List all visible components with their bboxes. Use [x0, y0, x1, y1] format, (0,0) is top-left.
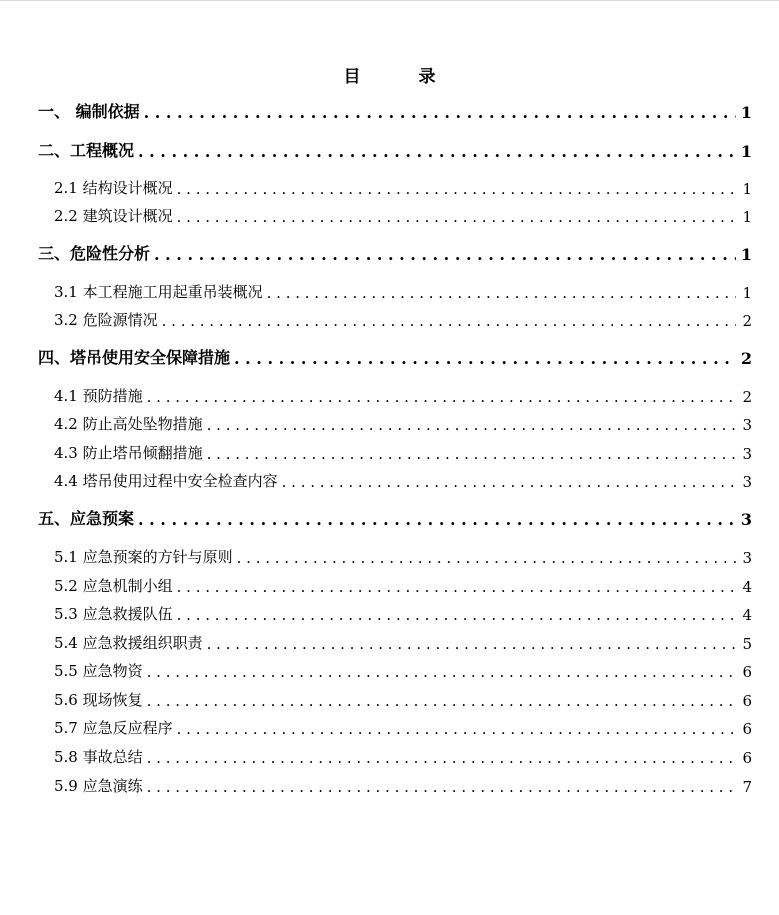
toc-entry-5-5[interactable]: [38, 660, 752, 681]
toc-entry-page: 1: [740, 142, 752, 161]
toc-entry-5-7[interactable]: [38, 717, 752, 738]
toc-entry-page: 3: [742, 473, 752, 491]
toc-entry-5[interactable]: [38, 507, 752, 529]
dot-leader: [234, 349, 736, 368]
toc-entry-label: 2.1 结构设计概况: [54, 179, 173, 197]
toc-entry-label: 5.6 现场恢复: [54, 691, 143, 709]
toc-entry-label: 四、塔吊使用安全保障措施: [38, 348, 231, 367]
toc-entry-label: 二、工程概况: [38, 141, 135, 160]
toc-entry-page: 4: [742, 606, 752, 624]
toc-entry-page: 2: [742, 388, 752, 406]
toc-entry-3-2[interactable]: [38, 309, 752, 330]
toc-entry-page: 6: [742, 749, 752, 767]
dot-leader: [147, 388, 736, 406]
dot-leader: [177, 720, 736, 738]
toc-entry-page: 1: [742, 284, 752, 302]
toc-entry-page: 6: [742, 663, 752, 681]
toc-entry-5-2[interactable]: [38, 575, 752, 596]
dot-leader: [177, 208, 736, 226]
toc-entry-label: 4.4 塔吊使用过程中安全检查内容: [54, 472, 278, 490]
toc-entry-2[interactable]: [38, 139, 752, 161]
toc-entry-label: 4.2 防止高处坠物措施: [54, 415, 203, 433]
toc-entry-2-1[interactable]: [38, 177, 752, 198]
toc-entry-4-2[interactable]: [38, 413, 752, 434]
toc-entry-5-8[interactable]: [38, 746, 752, 767]
toc-entry-label: 5.1 应急预案的方针与原则: [54, 548, 233, 566]
dot-leader: [138, 510, 736, 529]
dot-leader: [177, 578, 736, 596]
dot-leader: [207, 635, 736, 653]
toc-entry-page: 6: [742, 720, 752, 738]
toc-entry-page: 1: [740, 245, 752, 264]
top-border: [0, 0, 779, 1]
toc-entry-label: 4.1 预防措施: [54, 387, 143, 405]
toc-entry-page: 6: [742, 692, 752, 710]
toc-entry-page: 1: [742, 208, 752, 226]
toc-entry-3-1[interactable]: [38, 281, 752, 302]
dot-leader: [154, 245, 736, 264]
toc-entry-5-6[interactable]: [38, 689, 752, 710]
dot-leader: [147, 692, 736, 710]
toc-entry-page: 1: [740, 103, 752, 122]
dot-leader: [207, 416, 736, 434]
toc-entry-page: 2: [740, 349, 752, 368]
toc-entry-page: 3: [742, 416, 752, 434]
toc-entry-label: 五、应急预案: [38, 509, 135, 528]
toc-entry-page: 3: [742, 549, 752, 567]
dot-leader: [147, 749, 736, 767]
toc-entry-4-3[interactable]: [38, 442, 752, 463]
dot-leader: [207, 445, 736, 463]
dot-leader: [177, 606, 736, 624]
toc-entry-5-3[interactable]: [38, 603, 752, 624]
toc-entry-label: 5.3 应急救援队伍: [54, 605, 173, 623]
toc-entry-label: 5.2 应急机制小组: [54, 577, 173, 595]
toc-entry-label: 三、危险性分析: [38, 244, 151, 263]
toc-entry-5-4[interactable]: [38, 632, 752, 653]
toc-entry-4[interactable]: [38, 346, 752, 368]
toc-entry-5-9[interactable]: [38, 775, 752, 796]
toc-entry-label: 5.7 应急反应程序: [54, 719, 173, 737]
toc-entry-4-1[interactable]: [38, 385, 752, 406]
toc-entry-4-4[interactable]: [38, 470, 752, 491]
dot-leader: [147, 663, 736, 681]
toc-entry-label: 5.5 应急物资: [54, 662, 143, 680]
toc-entry-label: 一、 编制依据: [38, 102, 140, 121]
toc-entry-1[interactable]: [38, 100, 752, 122]
dot-leader: [177, 180, 736, 198]
dot-leader: [147, 778, 736, 796]
toc-entry-page: 7: [742, 778, 752, 796]
toc-entry-2-2[interactable]: [38, 205, 752, 226]
toc-entry-label: 3.2 危险源情况: [54, 311, 158, 329]
dot-leader: [282, 473, 736, 491]
toc-entry-page: 2: [742, 312, 752, 330]
toc-entry-page: 3: [740, 510, 752, 529]
toc-entry-label: 5.9 应急演练: [54, 777, 143, 795]
toc-entry-label: 5.8 事故总结: [54, 748, 143, 766]
dot-leader: [267, 284, 736, 302]
toc-entry-page: 1: [742, 180, 752, 198]
dot-leader: [237, 549, 736, 567]
dot-leader: [138, 142, 736, 161]
toc-entry-label: 4.3 防止塔吊倾翻措施: [54, 444, 203, 462]
toc-entry-label: 5.4 应急救援组织职责: [54, 634, 203, 652]
toc-entry-label: 2.2 建筑设计概况: [54, 207, 173, 225]
toc-title: 目 录: [343, 67, 462, 87]
toc-entry-page: 5: [742, 635, 752, 653]
dot-leader: [144, 103, 736, 122]
dot-leader: [162, 312, 736, 330]
toc-entry-page: 3: [742, 445, 752, 463]
toc-entry-5-1[interactable]: [38, 546, 752, 567]
toc-entry-page: 4: [742, 578, 752, 596]
toc-entry-3[interactable]: [38, 242, 752, 264]
toc-entry-label: 3.1 本工程施工用起重吊装概况: [54, 283, 263, 301]
